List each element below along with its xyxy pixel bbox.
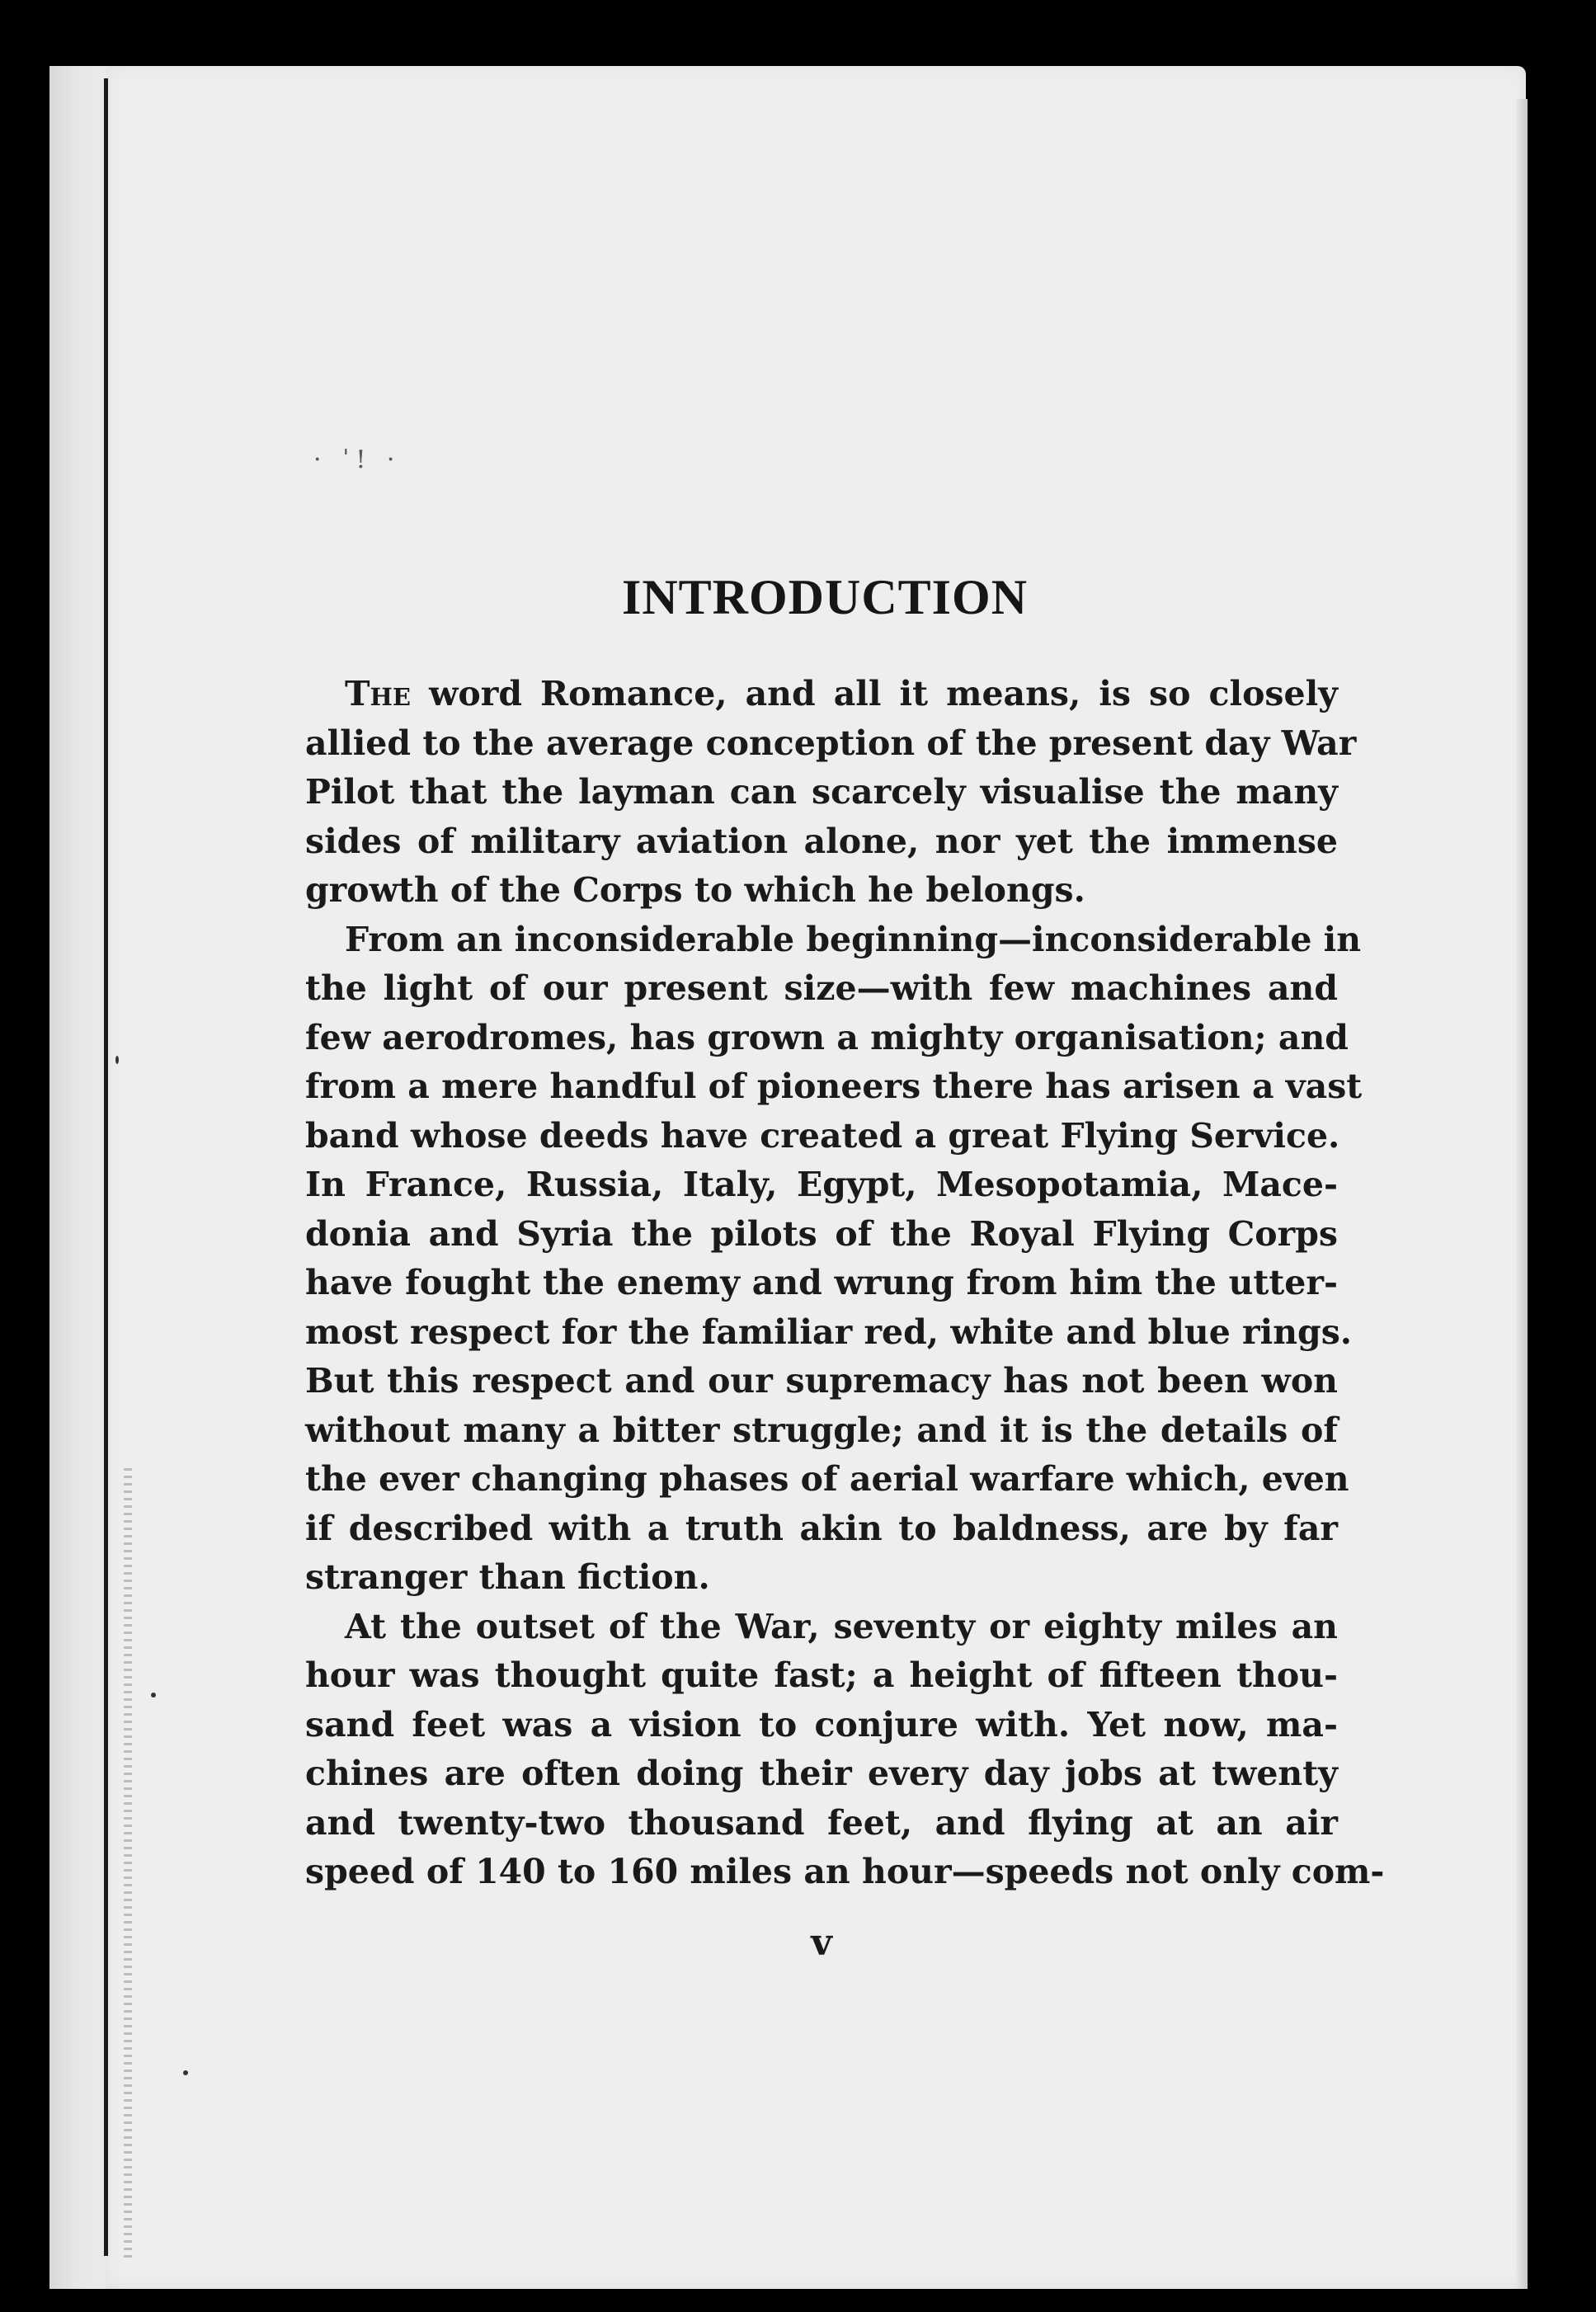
lead-word: The (345, 674, 412, 713)
text-line: sides of military aviation alone, nor yet the immense (305, 821, 1338, 861)
text-line: donia and Syria the pilots of the Royal Flying Corps (305, 1213, 1338, 1254)
text-line: The word Romance, and all it means, is so closely (345, 674, 1338, 713)
dust-speck (183, 2070, 188, 2075)
text-line: most respect for the familiar red, white and blue rings. (305, 1311, 1353, 1352)
page-marks: · ˈ! · (313, 445, 402, 474)
text-line: sand feet was a vision to conjure with. Yet now, ma- (305, 1704, 1338, 1745)
text-line: stranger than fiction. (305, 1557, 710, 1597)
text-line: the light of our present size—with few machines and (305, 968, 1338, 1008)
text-line: In France, Russia, Italy, Egypt, Mesopotamia, Mace- (305, 1165, 1338, 1204)
binding-stitching (124, 1468, 132, 2260)
text-line: But this respect and our supremacy has not been won (305, 1361, 1338, 1401)
text-line: few aerodromes, has grown a mighty organisation; and (305, 1017, 1349, 1057)
chapter-title: INTRODUCTION (621, 570, 1029, 624)
page-number: v (811, 1922, 832, 1964)
text-line: speed of 140 to 160 miles an hour—speeds not only com- (305, 1852, 1385, 1891)
text-line: have fought the enemy and wrung from him the utter- (305, 1263, 1338, 1302)
text-line: Pilot that the layman can scarcely visualise the many (305, 772, 1338, 812)
dust-speck (115, 1056, 119, 1064)
text-line: growth of the Corps to which he belongs. (305, 870, 1085, 910)
text-line: hour was thought quite fast; a height of fifteen thou- (305, 1655, 1338, 1695)
text-line: without many a bitter struggle; and it is the details of (305, 1410, 1338, 1450)
dust-speck (151, 1693, 156, 1698)
text-line: from a mere handful of pioneers there has arisen a vast (305, 1067, 1363, 1106)
binding-edge-line (104, 78, 108, 2256)
page-edge-shadow (1516, 99, 1528, 2289)
text-line: the ever changing phases of aerial warfare which, even (305, 1459, 1349, 1499)
text-line: From an inconsiderable beginning—inconsiderable in (345, 919, 1362, 959)
text-line: allied to the average conception of the present day War (305, 723, 1357, 763)
text-line: band whose deeds have created a great Flying Service. (305, 1115, 1340, 1156)
body-text (305, 670, 1385, 1897)
text-line: chines are often doing their every day jobs at twenty (305, 1754, 1338, 1793)
text-line: At the outset of the War, seventy or eighty miles an (345, 1606, 1338, 1646)
text-line: and twenty-two thousand feet, and flying at an air (305, 1802, 1338, 1843)
text-line: if described with a truth akin to baldness, are by far (305, 1508, 1338, 1548)
